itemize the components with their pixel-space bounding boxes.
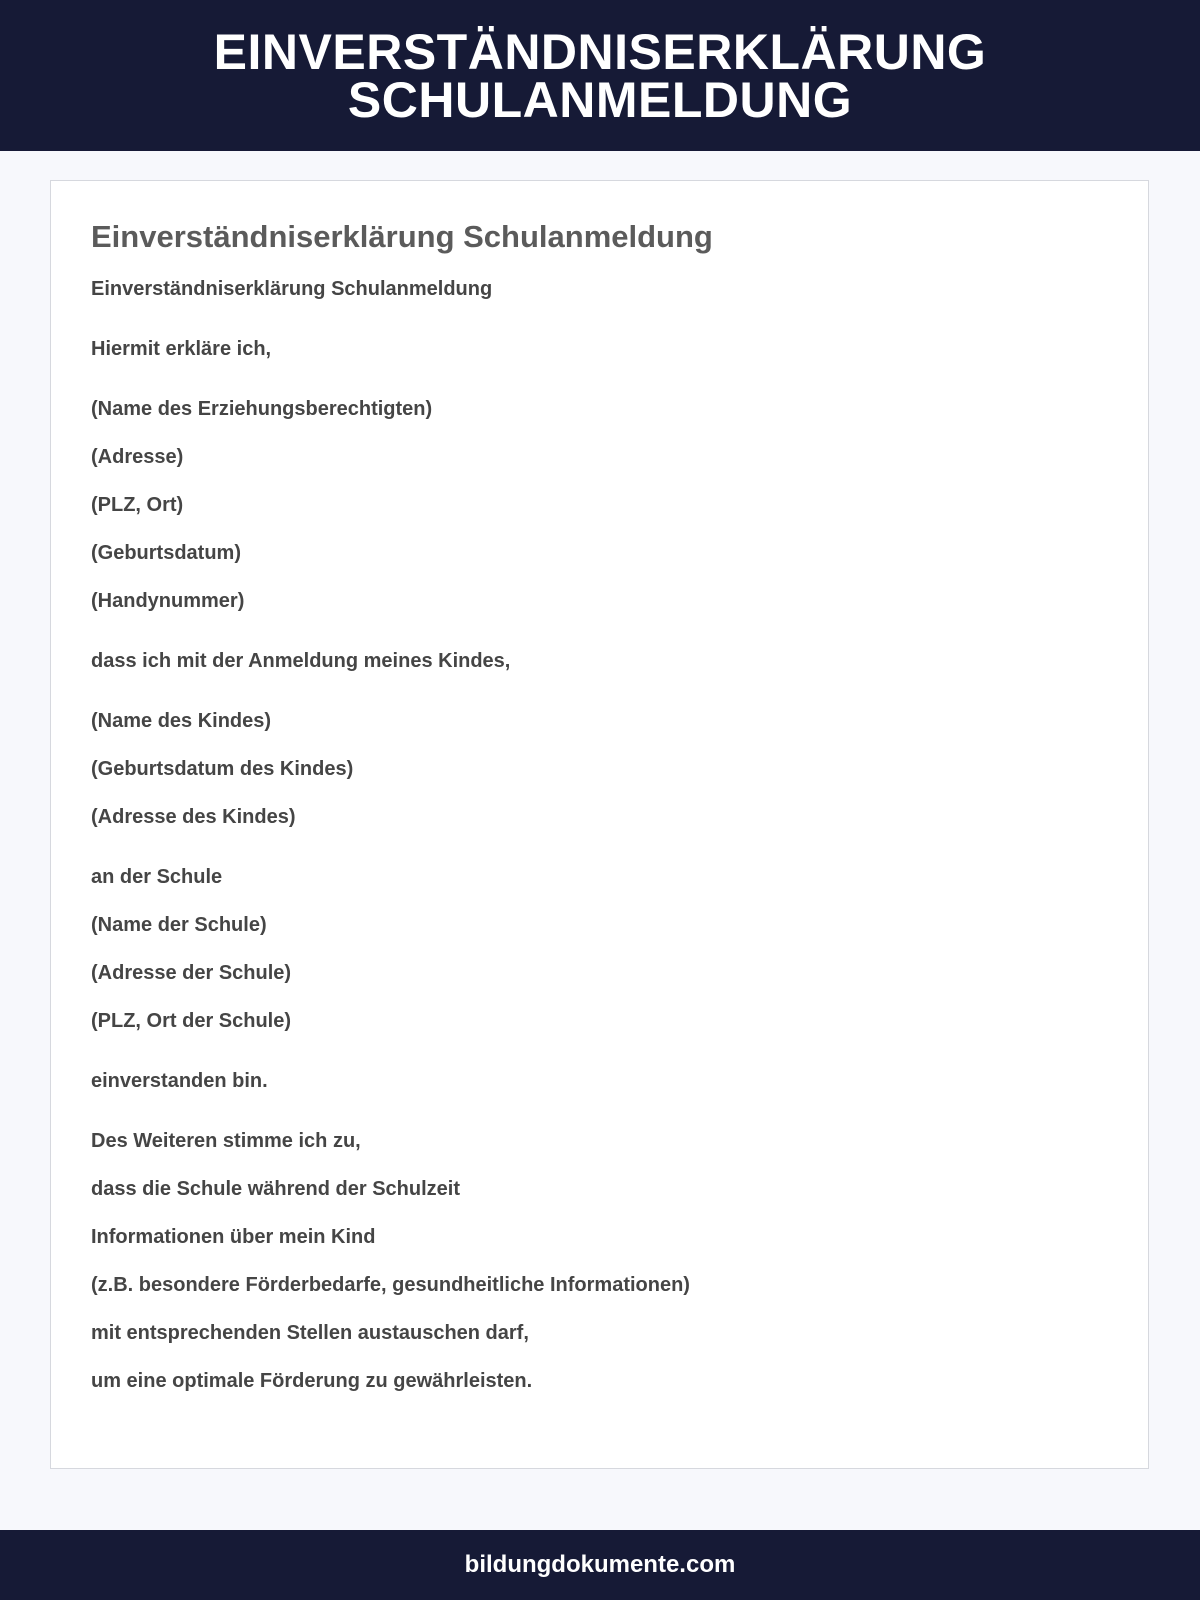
additional-consent-line-5: mit entsprechenden Stellen austauschen darf, bbox=[91, 1322, 529, 1344]
additional-consent-line-2: dass die Schule während der Schulzeit bbox=[91, 1178, 460, 1200]
consent-statement: einverstanden bin. bbox=[91, 1070, 268, 1092]
additional-consent-line-6: um eine optimale Förderung zu gewährleisten. bbox=[91, 1370, 533, 1392]
school-name-field: (Name der Schule) bbox=[91, 914, 267, 936]
banner-title-line-2: SCHULANMELDUNG bbox=[347, 71, 853, 128]
document-heading: Einverständniserklärung Schulanmeldung bbox=[91, 219, 713, 254]
document-card bbox=[50, 180, 1149, 1469]
top-banner bbox=[0, 0, 1200, 151]
footer-bar bbox=[0, 1530, 1200, 1600]
additional-consent-line-1: Des Weiteren stimme ich zu, bbox=[91, 1130, 361, 1152]
child-name-field: (Name des Kindes) bbox=[91, 710, 272, 732]
additional-consent-line-4: (z.B. besondere Förderbedarfe, gesundheitliche Informationen) bbox=[91, 1274, 690, 1296]
child-intro: dass ich mit der Anmeldung meines Kindes, bbox=[91, 650, 511, 672]
school-address-field: (Adresse der Schule) bbox=[91, 962, 292, 984]
guardian-birthdate-field: (Geburtsdatum) bbox=[91, 542, 241, 564]
guardian-city-field: (PLZ, Ort) bbox=[91, 494, 184, 516]
declaration-intro: Hiermit erkläre ich, bbox=[91, 338, 272, 360]
guardian-address-field: (Adresse) bbox=[91, 446, 184, 468]
child-address-field: (Adresse des Kindes) bbox=[91, 806, 296, 828]
school-intro: an der Schule bbox=[91, 866, 223, 888]
guardian-phone-field: (Handynummer) bbox=[91, 590, 245, 612]
school-city-field: (PLZ, Ort der Schule) bbox=[91, 1010, 292, 1032]
banner-title-line-1: EINVERSTÄNDNISERKLÄRUNG bbox=[213, 23, 987, 80]
additional-consent-line-3: Informationen über mein Kind bbox=[91, 1226, 376, 1248]
footer-site-link[interactable]: bildungdokumente.com bbox=[464, 1551, 736, 1578]
child-birthdate-field: (Geburtsdatum des Kindes) bbox=[91, 758, 354, 780]
document-subtitle: Einverständniserklärung Schulanmeldung bbox=[91, 278, 493, 300]
guardian-name-field: (Name des Erziehungsberechtigten) bbox=[91, 398, 433, 420]
